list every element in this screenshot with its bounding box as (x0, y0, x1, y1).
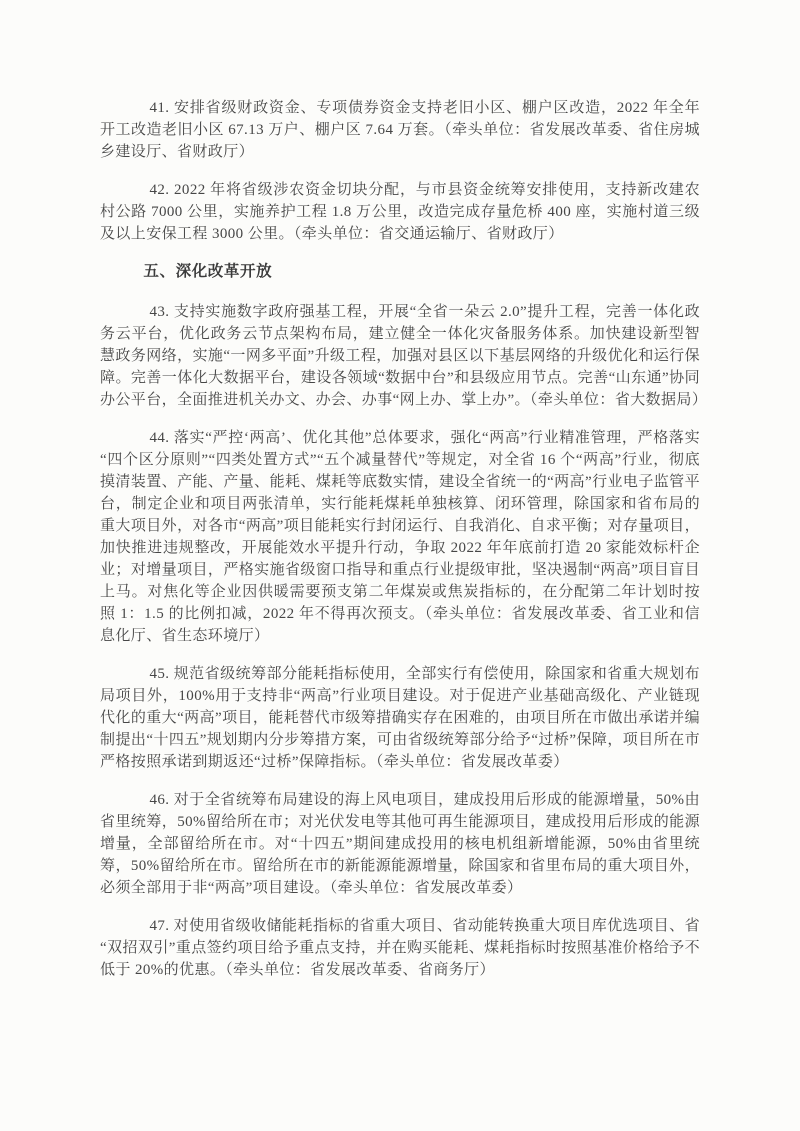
paragraph-item-46: 46. 对于全省统筹布局建设的海上风电项目，建成投用后形成的能源增量，50%由省里统筹，50%留给所在市；对光伏发电等其他可再生能源项目，建成投用后形成的能源增量，全部留给所在市。对“十四五”期间建成投用的核电机组新增能源，50%由省里统筹，50%留给所在市。留给所在市的新能源能源增量，除国家和省里布局的重大项目外，必须全部用于非“两高”项目建设。（牵头单位：省发展改革委） (100, 792, 700, 896)
section-heading-5: 五、深化改革开放 (143, 263, 273, 280)
paragraph-item-47: 47. 对使用省级收储能耗指标的省重大项目、省动能转换重大项目库优选项目、省“双招双引”重点签约项目给予重点支持，并在购买能耗、煤耗指标时按照基准价格给予不低于 20%的优惠。（牵头单位：省发展改革委、省商务厅） (100, 918, 700, 978)
paragraph-item-41: 41. 安排省级财政资金、专项债券资金支持老旧小区、棚户区改造，2022 年全年开工改造老旧小区 67.13 万户、棚户区 7.64 万套。（牵头单位：省发展改革委、省住房城乡建设厅、省财政厅） (100, 100, 700, 160)
paragraph-item-44: 44. 落实“严控‘两高’、优化其他”总体要求，强化“两高”行业精准管理，严格落实“四个区分原则”“四类处置方式”“五个减量替代”等规定，对全省 16 个“两高”行业，彻底摸清装置、产能、产量、能耗、煤耗等底数实情，建设全省统一的“两高”行业电子监管平台，制定企业和项目两张清单，实行能耗煤耗单独核算、闭环管理，除国家和省布局的重大项目外，对各市“两高”项目能耗实行封闭运行、自我消化、自求平衡；对存量项目，加快推进违规整改，开展能效水平提升行动，争取 2022 年年底前打造 20 家能效标杆企业；对增量项目，严格实施省级窗口指导和重点行业提级审批，坚决遏制“两高”项目盲目上马。对焦化等企业因供暖需要预支第二年煤炭或焦炭指标的，在分配第二年计划时按照 1：1.5 的比例扣减，2022 年不得再次预支。（牵头单位：省发展改革委、省工业和信息化厅、省生态环境厅） (100, 430, 700, 644)
paragraph-item-43: 43. 支持实施数字政府强基工程，开展“全省一朵云 2.0”提升工程，完善一体化政务云平台，优化政务云节点架构布局，建立健全一体化灾备服务体系。加快建设新型智慧政务网络，实施“一网多平面”升级工程，加强对县区以下基层网络的升级优化和运行保障。完善一体化大数据平台，建设各领域“数据中台”和县级应用节点。完善“山东通”协同办公平台，全面推进机关办文、办会、办事“网上办、掌上办”。（牵头单位：省大数据局） (100, 304, 708, 408)
paragraph-item-42: 42. 2022 年将省级涉农资金切块分配，与市县资金统筹安排使用，支持新改建农村公路 7000 公里，实施养护工程 1.8 万公里，改造完成存量危桥 400 座，实施村道三级及以上安保工程 3000 公里。（牵头单位：省交通运输厅、省财政厅） (100, 182, 700, 242)
paragraph-item-45: 45. 规范省级统筹部分能耗指标使用，全部实行有偿使用，除国家和省重大规划布局项目外，100%用于支持非“两高”行业项目建设。对于促进产业基础高级化、产业链现代化的重大“两高”项目，能耗替代市级筹措确实存在困难的，由项目所在市做出承诺并编制提出“十四五”规划期内分步筹措方案，可由省级统筹部分给予“过桥”保障，项目所在市严格按照承诺到期返还“过桥”保障指标。（牵头单位：省发展改革委） (100, 666, 700, 770)
